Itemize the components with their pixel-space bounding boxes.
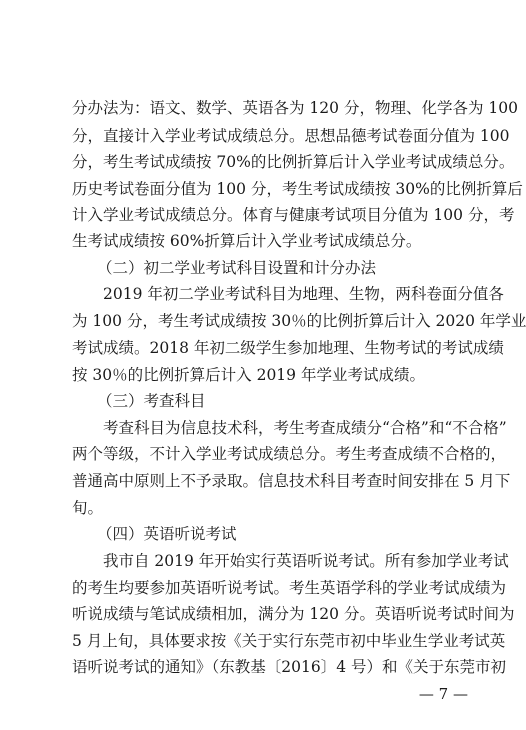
paragraph-line: 普通高中原则上不予录取。信息技术科目考查时间安排在 5 月下 — [72, 472, 511, 490]
paragraph-line: 我市自 2019 年开始实行英语听说考试。所有参加学业考试 — [103, 552, 509, 570]
paragraph-line: 历史考试卷面分值为 100 分，考生考试成绩按 30%的比例折算后 — [72, 180, 523, 198]
section-heading: （四）英语听说考试 — [97, 525, 237, 543]
paragraph-line: 旬。 — [72, 499, 104, 517]
paragraph-line: 2019 年初二学业考试科目为地理、生物，两科卷面分值各 — [103, 285, 504, 303]
section-heading: （二）初二学业考试科目设置和计分办法 — [97, 259, 377, 277]
paragraph-line: 分办法为：语文、数学、英语各为 120 分，物理、化学各为 100 — [72, 99, 518, 117]
paragraph-line: 两个等级，不计入学业考试成绩总分。考生考查成绩不合格的， — [72, 445, 507, 463]
section-heading: （三）考查科目 — [97, 392, 206, 410]
paragraph-line: 5 月上旬，具体要求按《关于实行东莞市初中毕业生学业考试英 — [72, 632, 506, 650]
paragraph-line: 听说成绩与笔试成绩相加，满分为 120 分。英语听说考试时间为 — [72, 605, 515, 623]
paragraph-line: 计入学业考试成绩总分。体育与健康考试项目分值为 100 分，考 — [72, 206, 515, 224]
paragraph-line: 按 30％的比例折算后计入 2019 年学业考试成绩。 — [72, 366, 425, 384]
paragraph-line: 语听说考试的通知》（东教基〔2016〕4 号）和《关于东莞市初 — [72, 658, 506, 676]
paragraph-line: 生考试成绩按 60%折算后计入学业考试成绩总分。 — [72, 232, 422, 250]
page-number: — 7 — — [418, 685, 468, 703]
paragraph-line: 分，直接计入学业考试成绩总分。思想品德考试卷面分值为 100 — [72, 127, 510, 145]
paragraph-line: 的考生均要参加英语听说考试。考生英语学科的学业考试成绩为 — [72, 579, 507, 597]
paragraph-line: 考查科目为信息技术科，考生考查成绩分“合格”和“不合格” — [103, 419, 507, 437]
paragraph-line: 考试成绩。2018 年初二级学生参加地理、生物考试的考试成绩 — [72, 339, 504, 357]
paragraph-line: 分，考生考试成绩按 70%的比例折算后计入学业考试成绩总分。 — [72, 153, 515, 171]
paragraph-line: 为 100 分，考生考试成绩按 30％的比例折算后计入 2020 年学业 — [72, 312, 526, 330]
